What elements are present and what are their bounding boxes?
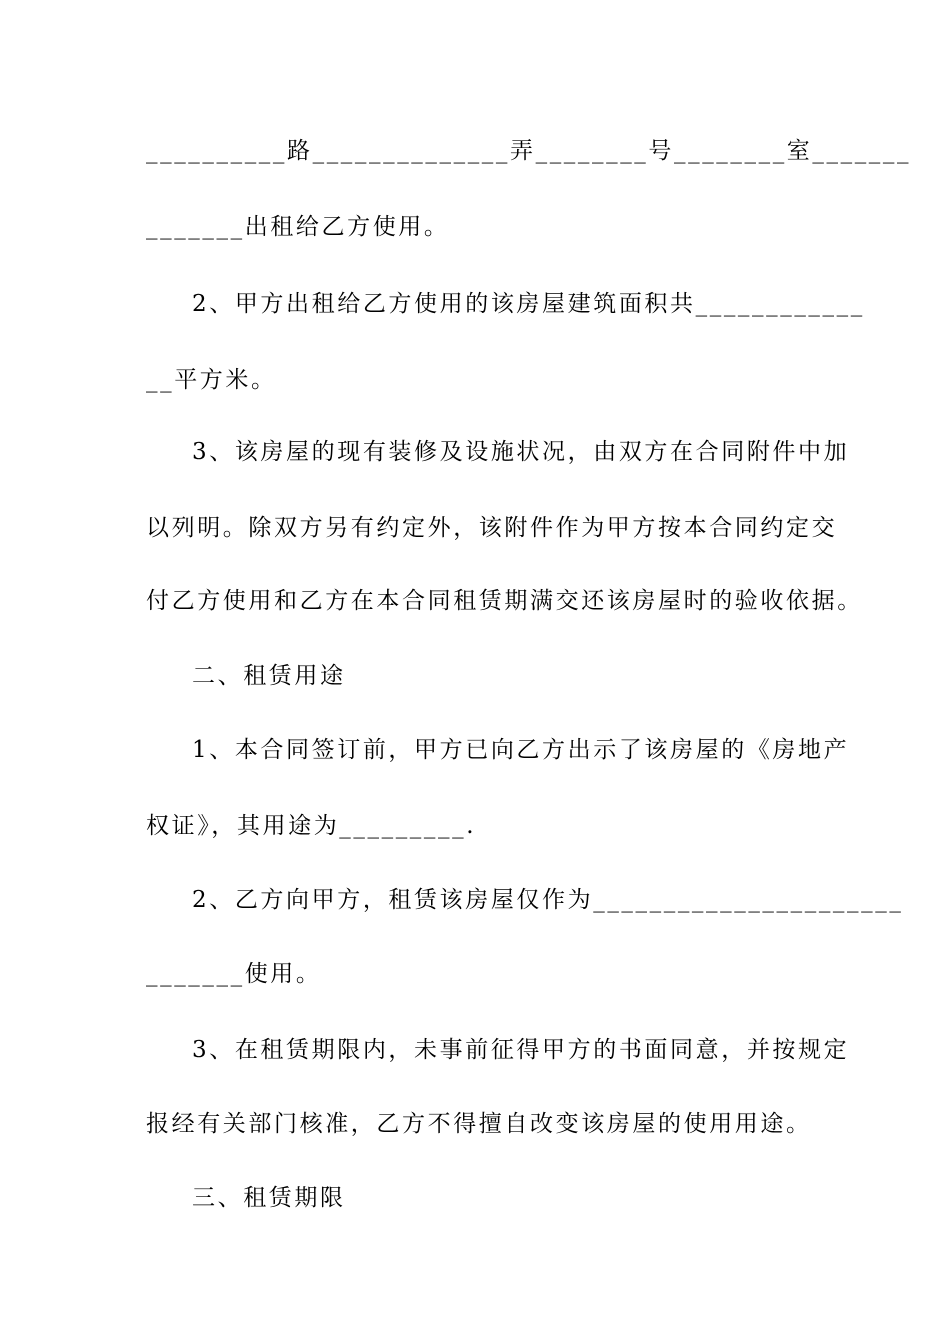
clause-1-2-area-line: 2、甲方出租给乙方使用的该房屋建筑面积共____________ xyxy=(192,291,865,317)
clause-1-3-line-2: 以列明。除双方另有约定外，该附件作为甲方按本合同约定交 xyxy=(146,515,838,541)
clause-2-1-line-2: 权证》，其用途为_________. xyxy=(146,813,477,839)
clause-1-3-line-3: 付乙方使用和乙方在本合同租赁期满交还该房屋时的验收依据。 xyxy=(146,588,863,614)
section-2-heading: 二、租赁用途 xyxy=(192,663,346,689)
section-3-heading: 三、租赁期限 xyxy=(192,1185,346,1211)
clause-2-2-line-1: 2、乙方向甲方，租赁该房屋仅作为______________________ xyxy=(192,887,904,913)
address-blank-line: __________路______________弄________号________室_______ xyxy=(146,138,912,164)
clause-2-3-line-2: 报经有关部门核准，乙方不得擅自改变该房屋的使用用途。 xyxy=(146,1111,812,1137)
lease-to-party-b-line: _______出租给乙方使用。 xyxy=(146,214,450,240)
clause-2-2-line-2: _______使用。 xyxy=(146,961,322,987)
clause-2-3-line-1: 3、在租赁期限内，未事前征得甲方的书面同意，并按规定 xyxy=(192,1037,850,1063)
clause-2-1-line-1: 1、本合同签订前，甲方已向乙方出示了该房屋的《房地产 xyxy=(192,737,850,763)
area-unit-line: __平方米。 xyxy=(146,367,277,393)
clause-1-3-line-1: 3、该房屋的现有装修及设施状况，由双方在合同附件中加 xyxy=(192,439,850,465)
